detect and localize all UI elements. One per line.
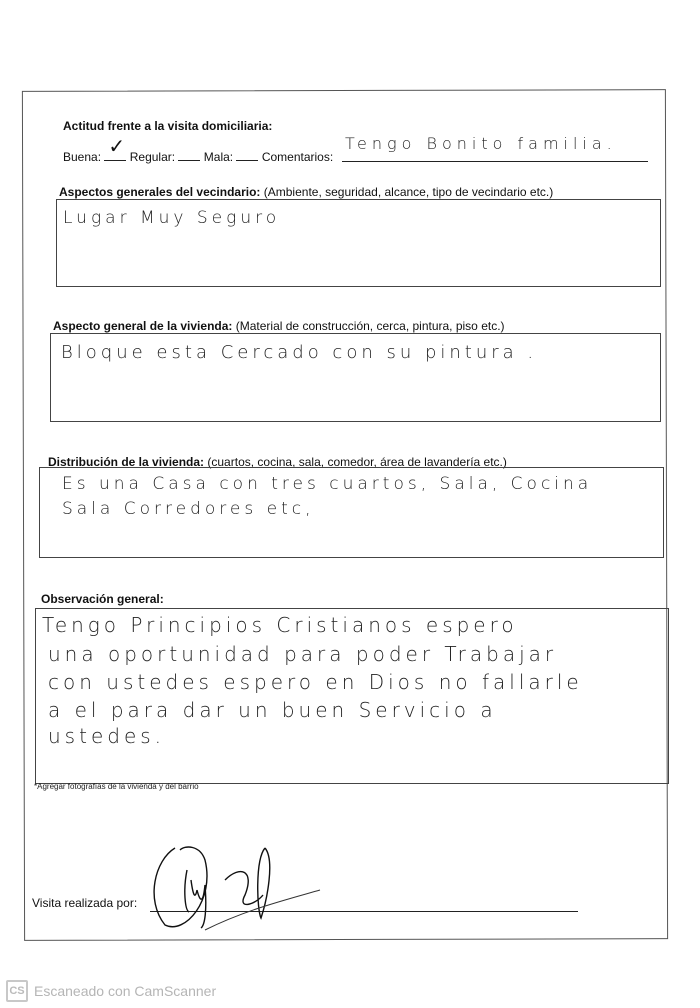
observation-line: a el para dar un buen Servicio a xyxy=(48,698,497,722)
housing-distribution-box[interactable] xyxy=(39,467,664,558)
attitude-row xyxy=(63,136,334,164)
neighborhood-line: Lugar Muy Seguro xyxy=(63,208,281,228)
observation-box[interactable] xyxy=(35,608,669,784)
neighborhood-title: Aspectos generales del vecindario: (Ambiente, seguridad, alcance, tipo de vecindario etc.) xyxy=(59,185,554,199)
attitude-title: Actitud frente a la visita domiciliaria: xyxy=(63,119,273,133)
bad-field[interactable] xyxy=(236,148,258,161)
camscanner-watermark xyxy=(6,980,216,1002)
camscanner-logo-icon: CS xyxy=(6,980,28,1002)
housing-distribution-line: Es una Casa con tres cuartos, Sala, Cocina xyxy=(62,474,593,494)
comments-value: Tengo Bonito familia. xyxy=(345,134,617,153)
observation-title: Observación general: xyxy=(41,592,164,606)
observation-line: ustedes. xyxy=(48,724,166,748)
housing-appearance-line: Bloque esta Cercado con su pintura . xyxy=(61,342,538,363)
housing-distribution-line: Sala Corredores etc, xyxy=(62,499,315,519)
good-field[interactable] xyxy=(104,136,126,161)
observation-line: una oportunidad para poder Trabajar xyxy=(48,642,558,666)
housing-appearance-title: Aspecto general de la vivienda: (Material de construcción, cerca, pintura, piso etc.) xyxy=(53,319,505,333)
neighborhood-box[interactable] xyxy=(56,199,661,287)
signature-icon xyxy=(145,840,335,940)
camscanner-text: Escaneado con CamScanner xyxy=(34,983,217,999)
housing-distribution-title: Distribución de la vivienda: (cuartos, cocina, sala, comedor, área de lavandería etc.) xyxy=(48,455,507,469)
regular-label: Regular: xyxy=(129,150,176,164)
checkmark-icon: ✓ xyxy=(108,136,126,158)
regular-field[interactable] xyxy=(178,148,200,161)
comments-label: Comentarios: xyxy=(261,150,334,164)
housing-appearance-box[interactable] xyxy=(50,333,661,422)
good-label: Buena: xyxy=(63,150,102,164)
observation-line: con ustedes espero en Dios no fallarle xyxy=(48,670,583,694)
footnote: *Agregar fotografías de la vivienda y del barrio xyxy=(34,782,199,791)
bad-label: Mala: xyxy=(203,150,234,164)
observation-line: Tengo Principios Cristianos espero xyxy=(42,613,518,637)
signature-label: Visita realizada por: xyxy=(32,896,138,910)
